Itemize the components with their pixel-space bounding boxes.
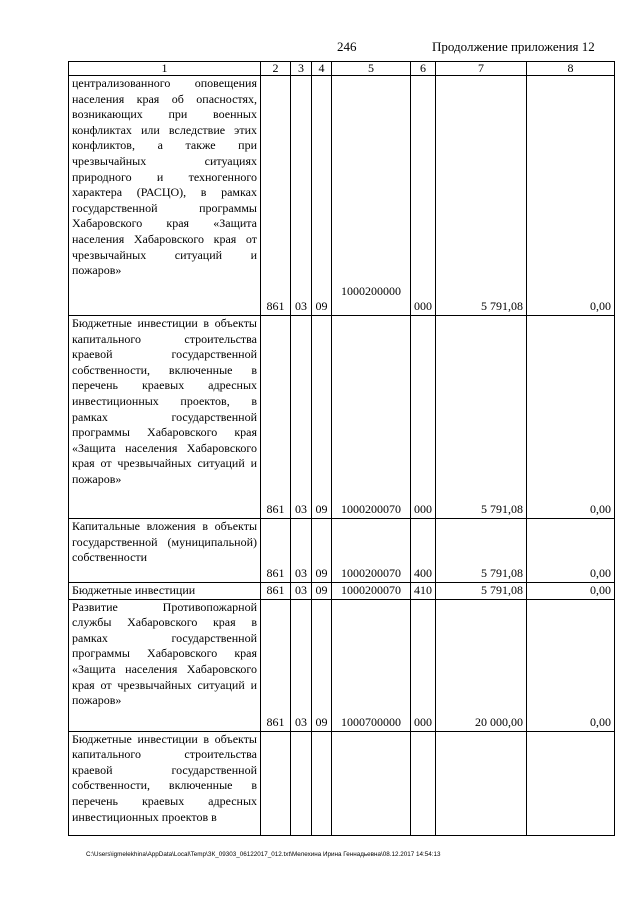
cell-target-article (332, 731, 411, 835)
cell-section: 03 (291, 316, 312, 519)
cell-subsection: 09 (312, 519, 332, 583)
cell-target-article: 1000700000 (332, 599, 411, 731)
cell-amount-2: 0,00 (527, 76, 615, 316)
cell-target-article: 1000200070 (332, 316, 411, 519)
cell-admin-code: 861 (261, 599, 291, 731)
cell-admin-code: 861 (261, 316, 291, 519)
cell-target-article: 1000200000 (332, 76, 411, 316)
page-number: 246 (337, 39, 357, 54)
column-header: 6 (411, 62, 436, 76)
cell-admin-code: 861 (261, 583, 291, 600)
cell-admin-code: 861 (261, 519, 291, 583)
cell-amount (436, 731, 527, 835)
cell-section (291, 731, 312, 835)
header-row (69, 62, 615, 76)
table-row (69, 76, 615, 316)
cell-expense-type (411, 731, 436, 835)
cell-amount-2: 0,00 (527, 599, 615, 731)
table-row (69, 316, 615, 519)
cell-subsection: 09 (312, 76, 332, 316)
column-header: 2 (261, 62, 291, 76)
cell-amount-2: 0,00 (527, 519, 615, 583)
cell-amount: 5 791,08 (436, 316, 527, 519)
cell-subsection: 09 (312, 316, 332, 519)
cell-expense-type: 400 (411, 519, 436, 583)
cell-expense-type: 000 (411, 316, 436, 519)
cell-target-article: 1000200070 (332, 519, 411, 583)
cell-subsection (312, 731, 332, 835)
cell-amount: 5 791,08 (436, 583, 527, 600)
continuation-title: Продолжение приложения 12 (432, 39, 595, 54)
row-name: Развитие Противопожарной службы Хабаровского края в рамках государственной программы Хабаровского края «Защита населения Хабаровского края от чрезвычайных ситуаций и пожаров» (69, 599, 261, 731)
row-name: Бюджетные инвестиции в объекты капитального строительства краевой государственной собственности, включенные в перечень краевых адресных инвестиционных проектов в (69, 731, 261, 835)
table-row (69, 731, 615, 835)
cell-admin-code (261, 731, 291, 835)
cell-section: 03 (291, 583, 312, 600)
column-header: 5 (332, 62, 411, 76)
cell-section: 03 (291, 599, 312, 731)
table-row (69, 599, 615, 731)
cell-expense-type: 000 (411, 599, 436, 731)
cell-subsection: 09 (312, 599, 332, 731)
column-header: 1 (69, 62, 261, 76)
cell-amount-2 (527, 731, 615, 835)
cell-amount: 5 791,08 (436, 519, 527, 583)
column-header: 7 (436, 62, 527, 76)
file-path-footer: C:\Users\igmelekhina\AppData\Local\Temp\ЗК_09303_06122017_012.txt\Мелехина Ирина Геннадьевна\08.12.2017 14:54:13 (86, 851, 441, 858)
table-row (69, 583, 615, 600)
cell-section: 03 (291, 519, 312, 583)
cell-target-article: 1000200070 (332, 583, 411, 600)
column-header: 3 (291, 62, 312, 76)
budget-table (68, 61, 615, 836)
cell-expense-type: 410 (411, 583, 436, 600)
row-name: централизованного оповещения населения края об опасностях, возникающих при военных конфликтах или вследствие этих конфликтов, а также при чрезвычайных ситуациях природного и техногенного характера (РАСЦО), в рамках государственной программы Хабаровского края «Защита населения Хабаровского края от чрезвычайных ситуаций и пожаров» (69, 76, 261, 316)
cell-expense-type: 000 (411, 76, 436, 316)
cell-subsection: 09 (312, 583, 332, 600)
row-name: Капитальные вложения в объекты государственной (муниципальной) собственности (69, 519, 261, 583)
cell-amount-2: 0,00 (527, 316, 615, 519)
cell-section: 03 (291, 76, 312, 316)
cell-amount-2: 0,00 (527, 583, 615, 600)
cell-amount: 20 000,00 (436, 599, 527, 731)
column-header: 8 (527, 62, 615, 76)
row-name: Бюджетные инвестиции (69, 583, 261, 600)
column-header: 4 (312, 62, 332, 76)
cell-amount: 5 791,08 (436, 76, 527, 316)
table-row (69, 519, 615, 583)
row-name: Бюджетные инвестиции в объекты капитального строительства краевой государственной собственности, включенные в перечень краевых адресных инвестиционных проектов, в рамках государственной программы Хабаровского края «Защита населения Хабаровского края от чрезвычайных ситуаций и пожаров» (69, 316, 261, 519)
cell-admin-code: 861 (261, 76, 291, 316)
